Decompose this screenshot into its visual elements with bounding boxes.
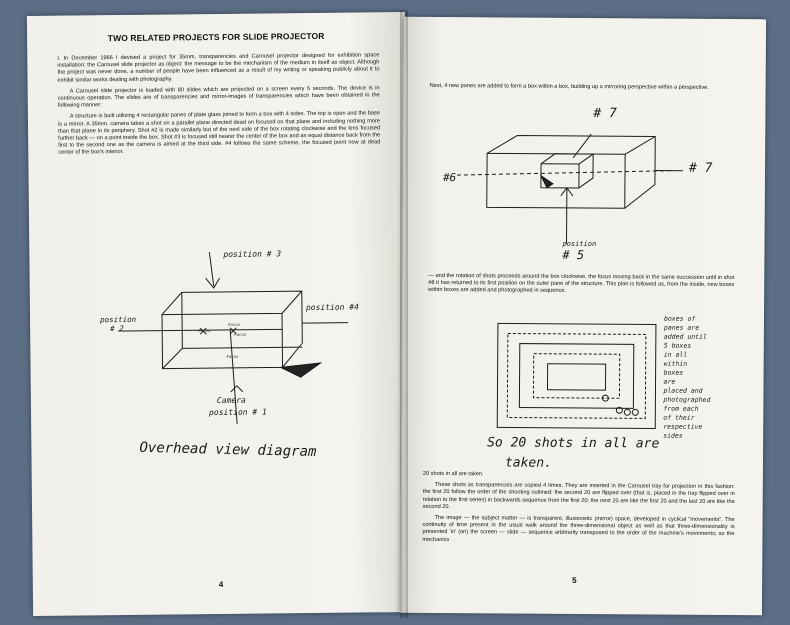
- label-position-4: position #4: [305, 302, 359, 313]
- big-note-line-1: So 20 shots in all are: [487, 435, 660, 452]
- label-6: #6: [442, 171, 457, 185]
- label-7-top: # 7: [593, 106, 617, 122]
- page-number-right: 5: [572, 575, 577, 585]
- side-note-line: from each: [663, 404, 699, 413]
- right-middle-text: — and the rotation of shots proceeds around the box clockwise, the focus moving back in the same succession until in shot #8 it has returned to its first position on the outer pane of the structure. This plan is followed as, from the inside, new boxes within boxes are added and photographed in sequence.: [428, 272, 735, 295]
- paragraph-copies: These shots as transparencies are copied 4 times. They are inserted in the Carousel tray for projection in this fashion: the first 20 follow the order of the shooting outlined: the second 20 are flipped over (that is, placed in the tray flipped over in relation to the first series) in backwards sequence from the first 20; the next 20 are like the first 20 and the last 20 are like the second 20.: [422, 482, 735, 510]
- side-note-line: boxes: [663, 368, 684, 377]
- label-position-2-b: # 2: [110, 323, 124, 334]
- left-body-text: [57, 52, 380, 161]
- big-note-line-2: taken.: [504, 455, 552, 471]
- right-intro-text: Next, 4 new panes are added to form a box within a box, building up a mirroring perspective within a perspective.: [429, 82, 709, 91]
- book-gutter: [400, 10, 408, 618]
- label-7-right: # 7: [688, 160, 713, 176]
- label-position-3: position # 3: [223, 249, 282, 259]
- label-camera-position-1: position # 1: [208, 407, 267, 418]
- inner-focus-note-4: Focus: [226, 353, 239, 359]
- side-note: [663, 315, 734, 441]
- side-note-line: boxes of: [663, 314, 696, 323]
- side-note-line: sides: [663, 431, 683, 440]
- side-note-line: are: [663, 377, 676, 386]
- nested-boxes-sketch: [493, 319, 664, 440]
- right-page: [400, 17, 766, 616]
- side-note-line: of their: [663, 413, 695, 422]
- label-position-2-a: position: [100, 314, 137, 325]
- paragraph-1: I. In December 1966 I devised a project for 35mm. transparencies and Carousel projector designed for exhibition space installation: the Carousel slide projector as object: the message to be the mechanism of the medium in itself as object. Although the project was never done, a number of people have been influenced as a result of my writing or speaking publicly about it to exhibit similar works dealing with photography.: [57, 52, 380, 84]
- paragraph-2: A Carousel slide projector is loaded with 80 slides which are projected on a screen every 5 seconds. The device is in continuous operation. The slides are of transparencies and mirror-images of transparencies which have been obtained in the following manner:: [57, 85, 380, 109]
- paragraph-image: The image — the subject matter — is transparent, illusionistic (mirror) space, developed in cyclical "movements". The continuity of time present in the usual walk around the three-dimensional object as well as that three-dimensionality is presented 'in' (on) the screen — slide — sequence arbitrarily transposed to the order of the machine's movements; so the mechanics: [422, 514, 735, 543]
- side-note-line: in all: [663, 350, 688, 359]
- side-note-line: panes are: [663, 323, 700, 332]
- left-page: [27, 12, 411, 616]
- inner-focus-note-3: Focus: [234, 331, 247, 337]
- paragraph-shots: 20 shots in all are taken.: [422, 470, 484, 478]
- page-number-left: 4: [218, 579, 224, 590]
- side-note-line: added until: [663, 332, 707, 341]
- right-body-text: [422, 471, 735, 550]
- diagram-caption: Overhead view diagram: [139, 439, 317, 461]
- label-camera: Camera: [216, 395, 246, 406]
- side-note-line: within: [663, 359, 688, 368]
- inner-focus-note-2: Focus: [228, 321, 241, 327]
- page-title: TWO RELATED PROJECTS FOR SLIDE PROJECTOR: [107, 30, 325, 44]
- label-position-5-b: # 5: [562, 247, 585, 263]
- label-position-5-a: position: [562, 239, 597, 249]
- side-note-line: photographed: [663, 395, 711, 404]
- side-note-line: respective: [663, 422, 703, 431]
- side-note-line: 5 boxes: [663, 341, 692, 350]
- side-note-line: placed and: [663, 386, 703, 395]
- inner-focus-note-1: Focus: [198, 328, 211, 334]
- paragraph-3: A structure is built utilizing 4 rectangular panes of plate glass joined to form a box with 4 sides. The top is open and the base is a mirror. A 35mm. camera takes a shot on a parallel plane directed dead on focused on that plane and including nothing more than that plane in its periphery. Shot #2 is made similarly but of the next side of the box rotating clockwise and the lens focused further back — on a point inside the box. Shot #3 is focused still nearer the center of the box and an equal distance back from the first to the second one as the camera is aimed at the third side. #4 follows the same scheme, the focused point now at dead center of the box's interior.: [57, 110, 381, 157]
